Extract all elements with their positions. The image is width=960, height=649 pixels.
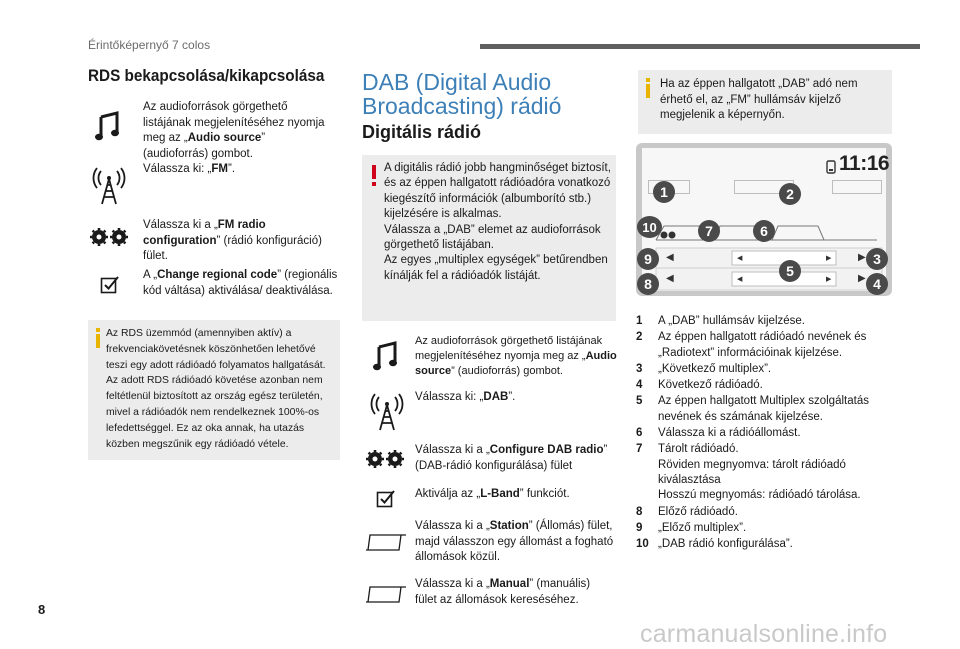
callout-legend (636, 314, 896, 553)
legend-item: 7 Tárolt rádióadó. Röviden megnyomva: tárolt rádióadó kiválasztása Hosszú megnyomás: rádióadó tárolása. (636, 443, 861, 502)
clock: 11:16 (839, 152, 890, 175)
legend-item: 2 Az éppen hallgatott rádióadó nevének és „Radiotext” információinak kijelzése. (636, 331, 867, 359)
checkbox-icon (98, 272, 122, 296)
legend-item: 4 Következő rádióadó. (636, 379, 763, 392)
callout-10: 10 (637, 216, 662, 238)
settings-gears-icon (86, 222, 132, 252)
legend-item: 6 Válassza ki a rádióállomást. (636, 427, 801, 440)
dab-step-6-text: Válassza ki a „Manual” (manuális) fület az állomások kereséséhez. (415, 578, 591, 606)
prev-station-icon[interactable]: ◀ (666, 273, 674, 284)
antenna-icon (88, 164, 130, 206)
warning-icon (372, 165, 376, 179)
callout-5: 5 (779, 260, 801, 282)
rds-step-4-text: A „Change regional code” (regionális kód váltása) aktiválása/ deaktiválása. (143, 269, 338, 297)
antenna-icon (366, 390, 408, 432)
callout-9: 9 (637, 248, 659, 270)
info-icon (646, 84, 650, 98)
music-note-icon (88, 108, 128, 144)
legend-item: 8 Előző rádióadó. (636, 505, 738, 518)
callout-2: 2 (779, 183, 801, 205)
fm-info-text: Ha az éppen hallgatott „DAB” adó nem érhető el, az „FM” hullámsáv kijelző megjelenik a képernyőn. (660, 78, 858, 121)
settings-gears-icon[interactable] (660, 230, 676, 240)
scroll-right-icon[interactable]: ▶ (826, 255, 832, 262)
dab-step-3-text: Válassza ki a „Configure DAB radio” (DAB-rádió konfigurálása) fület (415, 444, 608, 472)
settings-gears-icon (362, 444, 408, 474)
music-note-icon (366, 338, 406, 374)
callout-3: 3 (866, 248, 888, 270)
dab-heading: DAB (Digital Audio Broadcasting) rádió (362, 69, 562, 119)
dab-step-1-text: Az audioforrások görgethető listájának megjelenítéséhez nyomja meg az „Audio source” (audioforrás) gombot. (415, 335, 617, 377)
rds-heading: RDS bekapcsolása/kikapcsolása (88, 66, 325, 85)
scroll-left-icon[interactable]: ◀ (737, 276, 743, 283)
rds-step-3-text: Válassza ki a „FM radio configuration” (rádió konfiguráció) fület. (143, 219, 322, 262)
dab-warning-text: A digitális rádió jobb hangminőséget biztosít, és az éppen hallgatott rádióadóra vonatkozó kiegészítő információk (albumborító stb.) kijelzésére is alkalmas. Válassza a „DAB” elemet az audioforrások görgethető listájában. Az egyes „multiplex egységek” betűrendben kínálják fel a rádióadók listáját. (384, 162, 611, 282)
watermark: carmanualsonline.info (640, 620, 888, 648)
radio-screen (636, 143, 892, 296)
callout-4: 4 (866, 273, 888, 295)
section-title: Érintőképernyő 7 colos (88, 38, 211, 52)
dab-warning-box (362, 155, 616, 321)
digital-radio-heading: Digitális rádió (362, 122, 482, 142)
dab-step-2-text: Válassza ki: „DAB”. (415, 391, 516, 403)
rds-step-1-text: Az audioforrások görgethető listájának megjelenítéséhez nyomja meg az „Audio source” (audioforrás) gombot. Válassza ki: „FM”. (143, 101, 325, 175)
checkbox-icon (374, 486, 398, 510)
tab-icon (364, 582, 408, 606)
callout-1: 1 (653, 181, 675, 203)
dab-step-4-text: Aktiválja az „L-Band” funkciót. (415, 488, 570, 500)
callout-8: 8 (637, 273, 659, 295)
legend-item: 1 A „DAB” hullámsáv kijelzése. (636, 315, 805, 327)
rds-info-box (88, 320, 340, 460)
prev-multiplex-icon[interactable]: ◀ (666, 252, 674, 263)
rds-info-text: Az RDS üzemmód (amennyiben aktív) a frekvenciakövetésnek köszönhetően lehetővé teszi egy adott rádióadó folyamatos hallgatását. Az adott RDS rádióadó követése azonban nem feltétlenül biztosított az ország egész területén, mivel a rádióadók nem rendelkeznek 100%-os lefedettséggel. Ez az oka annak, ha utazás közben megszűnik egy rádióadó vétele. (106, 328, 326, 450)
scroll-left-icon[interactable]: ◀ (737, 255, 743, 262)
callout-6: 6 (753, 220, 775, 242)
fm-info-box (638, 70, 892, 134)
legend-item: 9 „Előző multiplex”. (636, 521, 747, 534)
next-multiplex-icon[interactable]: ▶ (858, 252, 866, 263)
next-station-icon[interactable]: ▶ (858, 273, 866, 284)
info-icon (96, 334, 100, 348)
legend-item: 5 Az éppen hallgatott Multiplex szolgáltatás nevének és számának kijelzése. (636, 395, 869, 423)
header-divider (480, 44, 920, 49)
tab-icon (364, 530, 408, 554)
page-number: 8 (38, 602, 46, 617)
dab-step-5-text: Válassza ki a „Station” (Állomás) fület, majd válasszon egy állomást a fogható állomások közül. (415, 520, 614, 563)
callout-7: 7 (698, 220, 720, 242)
scroll-right-icon[interactable]: ▶ (826, 276, 832, 283)
legend-item: 10 „DAB rádió konfigurálása”. (636, 538, 793, 551)
legend-item: 3 „Következő multiplex”. (636, 362, 772, 375)
